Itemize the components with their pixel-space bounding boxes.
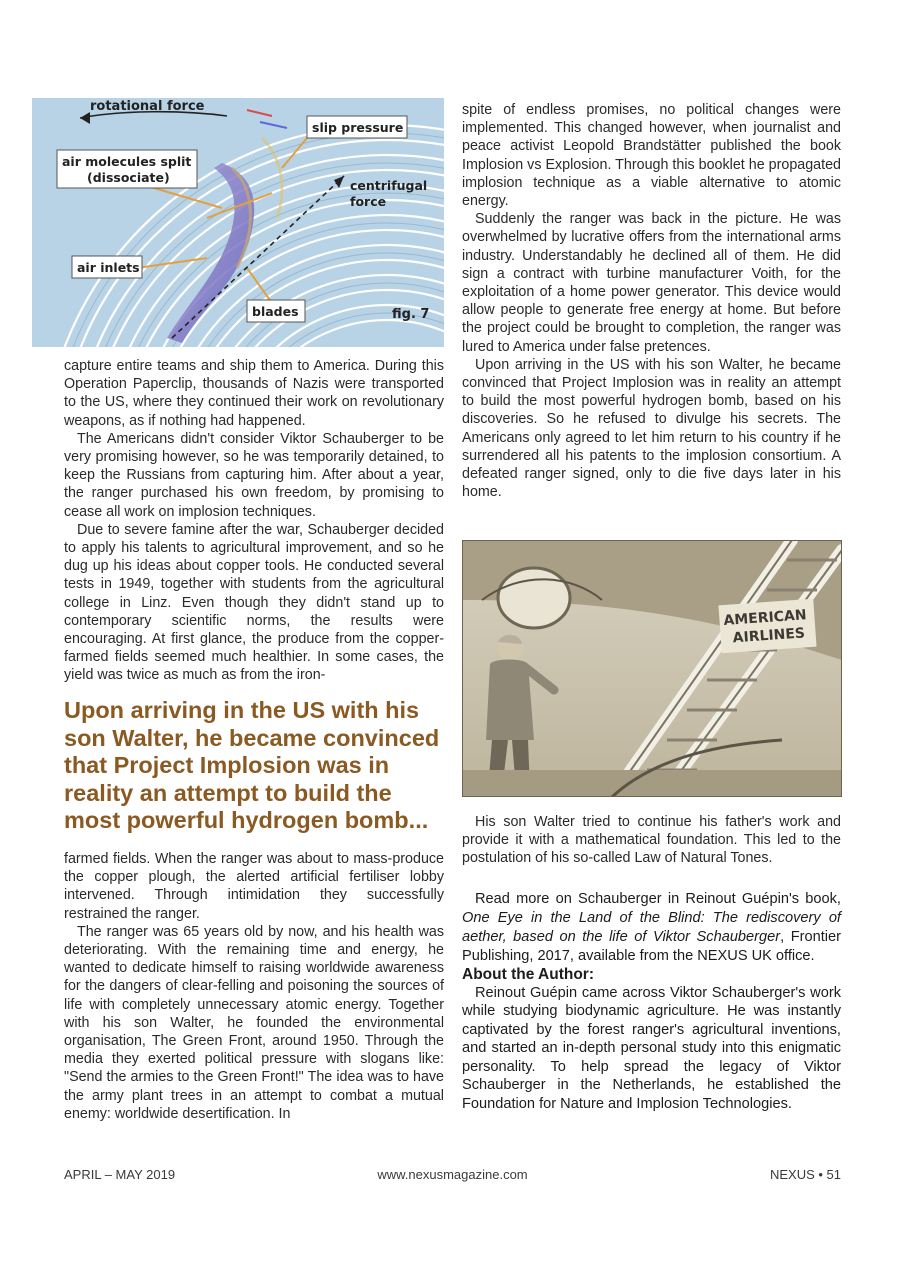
paragraph: His son Walter tried to continue his father's work and provide it with a mathematical foundation. This led to the postulation of his so-called Law of Natural Tones.	[462, 814, 841, 867]
paragraph: Suddenly the ranger was back in the picture. He was overwhelmed by lucrative offers from the international arms industry. Understandably he declined all of them. He did sign a contract with turbine manufacturer Voith, for the exploitation of a home power generator. This device would allow people to generate free energy at home. But before the project could be brought to completion, the ranger was lured to America under false pretences.	[462, 211, 841, 355]
paragraph: spite of endless promises, no political changes were implemented. This changed however, when journalist and peace activist Leopold Brandstätter published the book Implosion vs Explosion. Through this booklet he propagated implosion technique as a viable alternative to atomic energy.	[462, 102, 841, 210]
read-more-prefix: Read more on Schauberger in Reinout Guépin's book,	[475, 890, 841, 907]
read-more-paragraph	[462, 890, 841, 966]
left-column-bottom	[64, 850, 444, 1123]
paragraph: capture entire teams and ship them to America. During this Operation Paperclip, thousands of Nazis were transported to the US, where they continued their work on revolutionary weapons, as if nothing had happened.	[64, 358, 444, 429]
about-author-title: About the Author:	[462, 965, 594, 983]
airplane-stairs-photo	[462, 540, 842, 797]
paragraph: Due to severe famine after the war, Schauberger decided to apply his talents to agricultural improvement, and so he dug up his ideas about copper tools. He conducted several tests in 1949, together with students from the agricultural college in Linz. Even though they didn't stand up to contemporary scientific norms, the results were encouraging. At first glance, the produce from the copper-farmed fields seemed much healthier. In some cases, the yield was twice as much as from the iron-	[64, 521, 444, 684]
plane-window	[498, 568, 570, 628]
read-more-suffix: , Frontier Publishing, 2017, available from the NEXUS UK office.	[462, 928, 841, 964]
footer-page-number: NEXUS • 51	[769, 1167, 841, 1182]
about-author-body: Reinout Guépin came across Viktor Schauberger's work while studying biodynamic agriculture. He was instantly captivated by the forest ranger's agricultural inventions, and started an in-depth personal study into this enigmatic personality. To help spread the legacy of Viktor Schauberger in the Netherlands, he established the Foundation for Nature and Implosion Technologies.	[462, 984, 841, 1112]
sign-american: AMERICAN	[722, 607, 808, 629]
label-slip-pressure: slip pressure	[312, 120, 404, 135]
label-centrifugal: centrifugal	[350, 178, 428, 193]
right-column-bottom	[462, 813, 841, 1113]
label-air-molecules-split: air molecules split	[62, 154, 192, 169]
label-air-inlets: air inlets	[77, 260, 140, 275]
sign-airlines: AIRLINES	[732, 625, 806, 647]
footer-url: www.nexusmagazine.com	[377, 1167, 528, 1182]
label-dissociate: (dissociate)	[87, 170, 170, 185]
label-rotational-force: rotational force	[90, 99, 205, 114]
pull-quote: Upon arriving in the US with his son Walter, he became convinced that Project Implosion was in reality an attempt to build the most powerful hydrogen bomb...	[64, 697, 440, 833]
figure-7-diagram	[32, 98, 444, 347]
label-force: force	[350, 194, 387, 209]
left-column-top	[64, 357, 444, 685]
paragraph: Upon arriving in the US with his son Walter, he became convinced that Project Implosion was in reality an attempt to build the most powerful hydrogen bomb, based on his discoveries. So he refused to divulge his secrets. The Americans only agreed to let him return to his country if he surrendered all his patents to the implosion consortium. A defeated ranger signed, only to die five days later in his home.	[462, 356, 841, 501]
book-title: One Eye in the Land of the Blind: The rediscovery of aether, based on the life of Viktor Schauberger	[462, 909, 841, 945]
label-blades: blades	[252, 304, 299, 319]
right-column-top	[462, 101, 841, 501]
page-footer	[64, 1167, 841, 1187]
label-fig-7: fig. 7	[392, 307, 430, 322]
paragraph: farmed fields. When the ranger was about to mass-produce the copper plough, the alerted artificial fertiliser lobby intervened. Through intimidation they successfully restrained the ranger.	[64, 851, 444, 922]
paragraph: The Americans didn't consider Viktor Schauberger to be very promising however, so he was temporarily detained, to keep the Russians from capturing him. After about a year, the ranger purchased his own freedom, by promising to cease all work on implosion techniques.	[64, 430, 444, 520]
paragraph: The ranger was 65 years old by now, and his health was deteriorating. With the remaining time and energy, he wanted to dedicate himself to raising worldwide awareness for the dangers of clear-felling and poisoning the sources of life with completely unnecessary atomic energy. Together with his son Walter, he founded the environmental organisation, The Green Front, around 1950. Through the media they exerted political pressure with slogans like: "Send the armies to the Green Front!" The idea was to have the army plant trees in an attempt to combat a mutual enemy: worldwide desertification. In	[64, 923, 444, 1122]
footer-issue-date: APRIL – MAY 2019	[64, 1167, 176, 1182]
